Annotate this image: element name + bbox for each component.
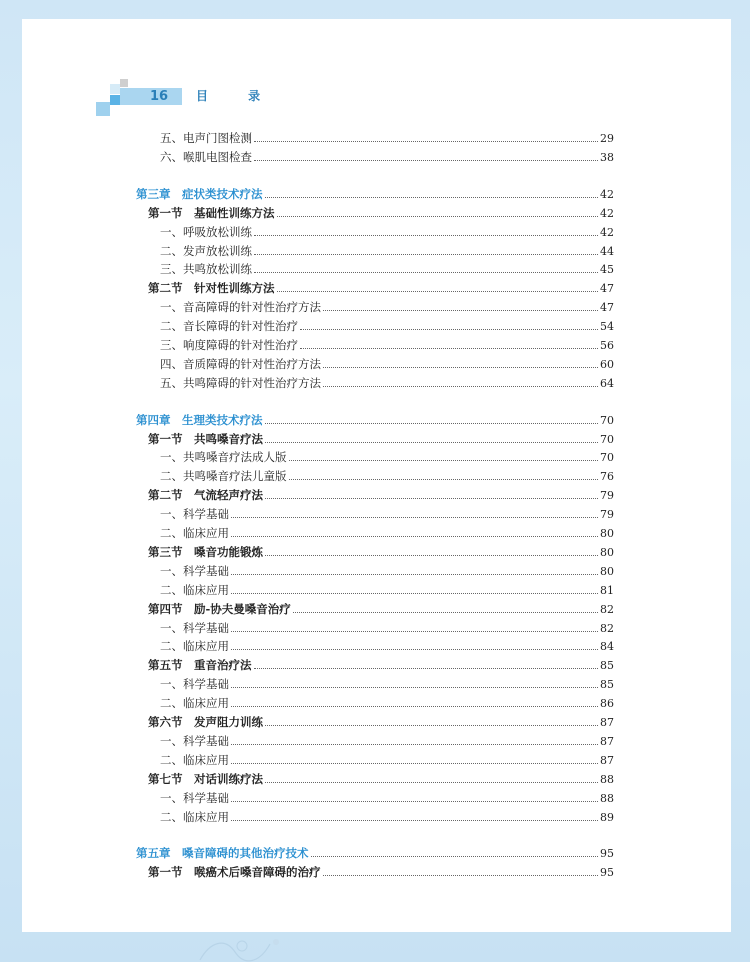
toc-page-number: 95 <box>600 847 614 860</box>
toc-entry-label: 一、科学基础 <box>160 677 229 691</box>
dot-leader <box>231 525 598 537</box>
toc-entry-label: 二、临床应用 <box>160 810 229 824</box>
toc-item[interactable] <box>160 695 614 711</box>
toc-entry-label: 三、响度障碍的针对性治疗 <box>160 338 298 352</box>
toc-item[interactable] <box>160 449 614 465</box>
toc-page-number: 42 <box>600 188 614 201</box>
dot-leader <box>265 544 598 556</box>
toc-entry-label: 第六节 发声阻力训练 <box>148 715 263 729</box>
dot-leader <box>231 695 598 707</box>
toc-page-number: 38 <box>600 151 614 164</box>
toc-entry-label: 二、临床应用 <box>160 526 229 540</box>
toc-item[interactable] <box>160 299 614 315</box>
dot-leader <box>231 620 598 632</box>
toc-item[interactable] <box>160 582 614 598</box>
toc-chapter[interactable] <box>136 186 614 202</box>
toc-page-number: 70 <box>600 451 614 464</box>
toc-section[interactable] <box>148 487 614 503</box>
dot-leader <box>231 563 598 575</box>
dot-leader <box>231 638 598 650</box>
toc-page-number: 64 <box>600 377 614 390</box>
toc-page-number: 89 <box>600 811 614 824</box>
toc-item[interactable] <box>160 620 614 636</box>
toc-entry-label: 第五章 嗓音障碍的其他治疗技术 <box>136 846 309 860</box>
toc-entry-label: 五、电声门图检测 <box>160 131 252 145</box>
toc-section[interactable] <box>148 864 614 880</box>
toc-item[interactable] <box>160 224 614 240</box>
toc-page-number: 79 <box>600 508 614 521</box>
toc-entry-label: 第二节 针对性训练方法 <box>148 281 275 295</box>
toc-item[interactable] <box>160 525 614 541</box>
dot-leader <box>254 224 598 236</box>
toc-section[interactable] <box>148 657 614 673</box>
page-number: 16 <box>150 89 169 104</box>
toc-page-number: 88 <box>600 773 614 786</box>
toc-section[interactable] <box>148 280 614 296</box>
toc-item[interactable] <box>160 638 614 654</box>
toc-item[interactable] <box>160 149 614 165</box>
dot-leader <box>300 318 598 330</box>
toc-entry-label: 二、临床应用 <box>160 583 229 597</box>
toc-entry-label: 三、共鸣放松训练 <box>160 262 252 276</box>
dot-leader <box>231 676 598 688</box>
toc-entry-label: 四、音质障碍的针对性治疗方法 <box>160 357 321 371</box>
dot-leader <box>277 205 599 217</box>
toc-item[interactable] <box>160 506 614 522</box>
toc-section[interactable] <box>148 544 614 560</box>
toc-page-number: 81 <box>600 584 614 597</box>
toc-page-number: 79 <box>600 489 614 502</box>
toc-item[interactable] <box>160 468 614 484</box>
dot-leader <box>289 468 599 480</box>
toc-item[interactable] <box>160 261 614 277</box>
toc-item[interactable] <box>160 130 614 146</box>
toc-section[interactable] <box>148 714 614 730</box>
toc-entry-label: 二、共鸣嗓音疗法儿童版 <box>160 469 287 483</box>
dot-leader <box>311 845 599 857</box>
toc-item[interactable] <box>160 356 614 372</box>
toc-entry-label: 六、喉肌电图检查 <box>160 150 252 164</box>
toc-section[interactable] <box>148 601 614 617</box>
toc-entry-label: 第一节 基础性训练方法 <box>148 206 275 220</box>
toc-entry-label: 一、呼吸放松训练 <box>160 225 252 239</box>
toc-page-number: 56 <box>600 339 614 352</box>
toc-item[interactable] <box>160 318 614 334</box>
toc-item[interactable] <box>160 563 614 579</box>
toc-item[interactable] <box>160 809 614 825</box>
floral-watermark <box>190 932 310 962</box>
toc-entry-label: 第七节 对话训练疗法 <box>148 772 263 786</box>
toc-entry-label: 一、科学基础 <box>160 734 229 748</box>
toc-page-number: 47 <box>600 282 614 295</box>
dot-leader <box>254 149 598 161</box>
toc-page-number: 60 <box>600 358 614 371</box>
toc-page-number: 85 <box>600 659 614 672</box>
toc-page-number: 45 <box>600 263 614 276</box>
toc-item[interactable] <box>160 243 614 259</box>
dot-leader <box>231 752 598 764</box>
toc-entry-label: 第四节 励-协夫曼嗓音治疗 <box>148 602 291 616</box>
toc-entry-label: 一、音高障碍的针对性治疗方法 <box>160 300 321 314</box>
dot-leader <box>265 186 599 198</box>
dot-leader <box>323 375 598 387</box>
toc-entry-label: 二、发声放松训练 <box>160 244 252 258</box>
toc-page-number: 82 <box>600 603 614 616</box>
toc-page-number: 29 <box>600 132 614 145</box>
toc-chapter[interactable] <box>136 412 614 428</box>
dot-leader <box>265 431 598 443</box>
dot-leader <box>265 412 599 424</box>
toc-page-number: 80 <box>600 546 614 559</box>
dot-leader <box>254 130 598 142</box>
toc-page-number: 87 <box>600 754 614 767</box>
toc-section[interactable] <box>148 771 614 787</box>
dot-leader <box>265 487 598 499</box>
toc-page-number: 88 <box>600 792 614 805</box>
header-title: 目 录 <box>196 89 279 103</box>
toc-entry-label: 第四章 生理类技术疗法 <box>136 413 263 427</box>
toc-entry-label: 第二节 气流轻声疗法 <box>148 488 263 502</box>
dot-leader <box>254 261 598 273</box>
dot-leader <box>254 657 599 669</box>
toc-entry-label: 第三章 症状类技术疗法 <box>136 187 263 201</box>
dot-leader <box>323 356 598 368</box>
dot-leader <box>231 582 598 594</box>
toc-page-number: 95 <box>600 866 614 879</box>
toc-entry-label: 一、科学基础 <box>160 791 229 805</box>
dot-leader <box>231 790 598 802</box>
toc-item[interactable] <box>160 733 614 749</box>
dot-leader <box>323 864 599 876</box>
toc-entry-label: 二、临床应用 <box>160 639 229 653</box>
toc-page-number: 80 <box>600 565 614 578</box>
dot-leader <box>231 506 598 518</box>
toc-item[interactable] <box>160 337 614 353</box>
toc-page-number: 44 <box>600 245 614 258</box>
dot-leader <box>293 601 598 613</box>
dot-leader <box>265 714 598 726</box>
toc-item[interactable] <box>160 676 614 692</box>
toc-page-number: 70 <box>600 414 614 427</box>
toc-item[interactable] <box>160 790 614 806</box>
toc-entry-label: 第一节 共鸣嗓音疗法 <box>148 432 263 446</box>
dot-leader <box>254 243 598 255</box>
dot-leader <box>277 280 599 292</box>
toc-entry-label: 一、科学基础 <box>160 507 229 521</box>
dot-leader <box>231 733 598 745</box>
toc-section[interactable] <box>148 205 614 221</box>
toc-page-number: 42 <box>600 226 614 239</box>
toc-entry-label: 一、科学基础 <box>160 621 229 635</box>
dot-leader <box>323 299 598 311</box>
toc-page-number: 76 <box>600 470 614 483</box>
toc-entry-label: 第三节 嗓音功能锻炼 <box>148 545 263 559</box>
toc-page-number: 70 <box>600 433 614 446</box>
toc-chapter[interactable] <box>136 845 614 861</box>
toc-page-number: 84 <box>600 640 614 653</box>
dot-leader <box>300 337 598 349</box>
toc-page-number: 82 <box>600 622 614 635</box>
toc-page-number: 87 <box>600 735 614 748</box>
toc-section[interactable] <box>148 431 614 447</box>
toc-entry-label: 一、共鸣嗓音疗法成人版 <box>160 450 287 464</box>
toc-page-number: 47 <box>600 301 614 314</box>
dot-leader <box>231 809 598 821</box>
toc-entry-label: 五、共鸣障碍的针对性治疗方法 <box>160 376 321 390</box>
toc-entry-label: 二、音长障碍的针对性治疗 <box>160 319 298 333</box>
dot-leader <box>265 771 598 783</box>
toc-entry-label: 第一节 喉癌术后嗓音障碍的治疗 <box>148 865 321 879</box>
toc-entry-label: 二、临床应用 <box>160 696 229 710</box>
toc-page-number: 86 <box>600 697 614 710</box>
toc-page-number: 80 <box>600 527 614 540</box>
toc-entry-label: 一、科学基础 <box>160 564 229 578</box>
toc-item[interactable] <box>160 375 614 391</box>
toc-entry-label: 二、临床应用 <box>160 753 229 767</box>
dot-leader <box>289 449 599 461</box>
toc-page-number: 54 <box>600 320 614 333</box>
toc-page-number: 85 <box>600 678 614 691</box>
toc-item[interactable] <box>160 752 614 768</box>
toc-page-number: 42 <box>600 207 614 220</box>
toc-entry-label: 第五节 重音治疗法 <box>148 658 252 672</box>
toc-page-number: 87 <box>600 716 614 729</box>
